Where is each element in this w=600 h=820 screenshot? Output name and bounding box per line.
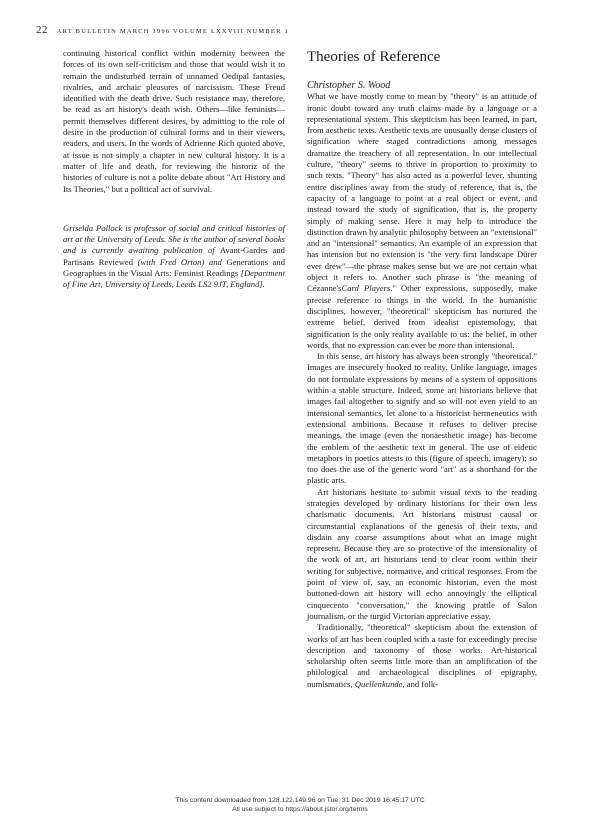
paragraph-4-text-end: , and folk- (402, 678, 439, 689)
painting-title: Card Players (341, 283, 391, 294)
article-paragraph-4 (307, 622, 537, 690)
emphasis-word: more (438, 339, 456, 350)
author-bio (63, 223, 285, 291)
bio-text-coauthor: (with Fred Orton) and (137, 256, 222, 267)
continued-paragraph: continuing historical conflict within modernity between the forces of its own self-criticism and those that would wish it to remain the undisturbed terrain of unnamed Oedipal fantasies, rivalries, and archaic pleasures of narcissism. These Freud identified with the death drive. Such resistance may, therefore, be read as art history's death wish. Others—like feminists—permit themselves different desires, by admitting to the role of desire in the production of cultural forms and in their viewers, readers, and users. In the words of Adrienne Rich quoted above, at issue is not simply a chapter in new cultural history. It is a matter of life and death, for reviewing the historiz of the histories of culture is not a polite debate about "Art History and Its Theories," but a political act of survival. (63, 48, 285, 194)
right-column (307, 48, 537, 690)
bio-text: Griselda Pollock is professor of social and critical histories of art at the University of Leeds. She is the author of several books and is currently awaiting publication of (63, 222, 285, 256)
article-paragraph-3: Art historians hesitate to submit visual texts to the reading strategies developed by ordinary historians for their own less charismatic documents. Art historians mistrust causal or circumstantial explanations of the genesis of their texts, and disdain any coarse assumptions about what an image might represent. Because they are so protective of the intensionality of the work of art, art historians tend to clear room within their writing for subjective, normative, and critical responses. From the point of view of, say, an economic historian, even the most buttoned-down art history will echo annoyingly the elliptical cinquecento "conversation," the knowing prattle of Salon journalism, or the turgid Victorian appreciative essay. (307, 486, 537, 621)
terms-link[interactable]: All use subject to https://about.jstor.org/terms (232, 806, 368, 813)
foreign-term: Quellenkunde (354, 678, 403, 689)
running-head (36, 24, 289, 36)
bio-book-title-1: Avant-Gardes and Partisans Reviewed (63, 245, 285, 267)
article-author: Christopher S. Wood (307, 80, 391, 91)
paragraph-1-text-cont: ." Other expressions, supposedly, make precise reference to things in the world. In the humanistic disciplines, however, "theoretical" skepticism has nurtured the extreme belief, derived from idealist epistemology, that signification is the only reality available to us: the belief, in other words, that no expression can ever be (307, 283, 537, 350)
article-title: Theories of Reference (307, 49, 441, 65)
left-column (63, 48, 285, 291)
download-notice: This content downloaded from 128.122.149.96 on Tue, 31 Dec 2019 16:45:17 UTC (175, 797, 425, 804)
article-paragraph-1 (307, 91, 537, 351)
journal-running-title: ART BULLETIN MARCH 1996 VOLUME LXXVIII NUMBER 1 (56, 28, 289, 35)
page-number: 22 (36, 24, 48, 36)
paragraph-1-text: What we have mostly come to mean by "theory" is an attitude of ironic doubt toward any truth claims made by a language or a representational system. This skepticism has been learned, in part, from aesthetic texts. Aesthetic texts are unusually dense clusters of signification where staged contradictions among messages dramatize the treachery of all representation. In our intellectual culture, "theory" seems to thrive in proportion to proximity to such texts. "Theory" has also acted as a powerful lever, shunting entire disciplines away from the study of reference, that is, the capacity of a language to point at a real object or event, and instead toward the study of signification, that is, the property simply of making sense. Here it may help to introduce the distinction drawn by analytic philosophy between an "extensional" and an "intensional" semantics. An example of an expression that has intension but no extension is "the very first landscape Dürer ever drew"—the phrase makes sense but we are not certain what object it refers to. Another such phrase is "the meaning of Cézanne's (307, 91, 537, 294)
article-paragraph-2: In this sense, art history has always been strongly "theoretical." Images are insecurely hooked to reality. Unlike language, images do not formulate expressions by means of a system of oppositions within a stable structure. Indeed, some art historians believe that images fail altogether to signify and so will not even yield to an intensional semantics, let alone to a historicist hermeneutics with extensional ambitions. Because it refuses to deliver precise meanings, the image (even the nonaesthetic image) has become the emblem of the aesthetic text in general. The use of eidetic metaphors in poetics attests to this (figure of speech, imagery); so too does the use of the generic word "art" as a shorthand for the plastic arts. (307, 351, 537, 486)
paragraph-4-text: Traditionally, "theoretical" skepticism about the extension of works of art has been coupled with a taste for exceedingly precise description and taxonomy of those works. Art-historical scholarship often seems little more than an amplification of the philological and archaeological disciplines of epigraphy, numismatics, (307, 622, 537, 689)
paragraph-1-text-end: than intensional. (457, 339, 515, 350)
bio-book-title-2: Generations and Geographies in the Visual Arts: Feminist Readings (63, 256, 285, 279)
bio-address: [Department of Fine Art, University of Leeds, Leeds LS2 9JT, England]. (63, 268, 285, 290)
